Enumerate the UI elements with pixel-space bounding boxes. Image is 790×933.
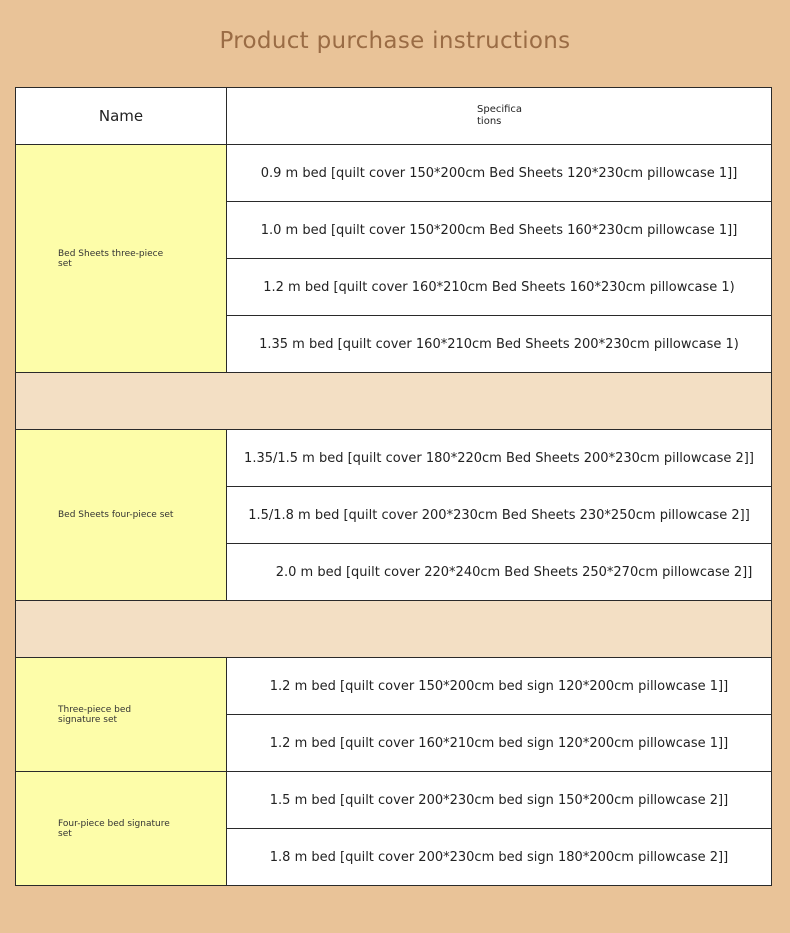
header-specifications-label: Specifications: [477, 104, 523, 127]
spec-cell: 1.2 m bed [quilt cover 150*200cm bed sign 120*200cm pillowcase 1]]: [227, 658, 772, 715]
table-row: [16, 145, 772, 202]
header-specifications: [227, 88, 772, 145]
spec-cell: 1.2 m bed [quilt cover 160*210cm Bed Sheets 160*230cm pillowcase 1): [227, 259, 772, 316]
product-name-cell: Bed Sheets three-piece set: [16, 145, 227, 373]
spec-cell: 1.8 m bed [quilt cover 200*230cm bed sign 180*200cm pillowcase 2]]: [227, 829, 772, 886]
table-row: [16, 430, 772, 487]
spec-cell: 1.2 m bed [quilt cover 160*210cm bed sign 120*200cm pillowcase 1]]: [227, 715, 772, 772]
spec-cell: 1.5/1.8 m bed [quilt cover 200*230cm Bed Sheets 230*250cm pillowcase 2]]: [227, 487, 772, 544]
product-name-cell: Four-piece bed signature set: [16, 772, 227, 886]
spec-cell: 1.0 m bed [quilt cover 150*200cm Bed Sheets 160*230cm pillowcase 1]]: [227, 202, 772, 259]
header-name: Name: [16, 88, 227, 145]
separator-cell: [16, 601, 772, 658]
table-row: [16, 658, 772, 715]
page-title: Product purchase instructions: [219, 28, 571, 54]
spec-cell: 0.9 m bed [quilt cover 150*200cm Bed Sheets 120*230cm pillowcase 1]]: [227, 145, 772, 202]
table-header-row: [16, 88, 772, 145]
spec-cell: 2.0 m bed [quilt cover 220*240cm Bed Sheets 250*270cm pillowcase 2]]: [227, 544, 772, 601]
separator-row: [16, 373, 772, 430]
separator-cell: [16, 373, 772, 430]
product-name-cell: Bed Sheets four-piece set: [16, 430, 227, 601]
separator-row: [16, 601, 772, 658]
product-spec-table: [15, 87, 772, 886]
spec-cell: 1.35/1.5 m bed [quilt cover 180*220cm Bed Sheets 200*230cm pillowcase 2]]: [227, 430, 772, 487]
spec-cell: 1.5 m bed [quilt cover 200*230cm bed sign 150*200cm pillowcase 2]]: [227, 772, 772, 829]
spec-cell: 1.35 m bed [quilt cover 160*210cm Bed Sheets 200*230cm pillowcase 1): [227, 316, 772, 373]
table-row: [16, 772, 772, 829]
product-name-cell: Three-piece bed signature set: [16, 658, 227, 772]
